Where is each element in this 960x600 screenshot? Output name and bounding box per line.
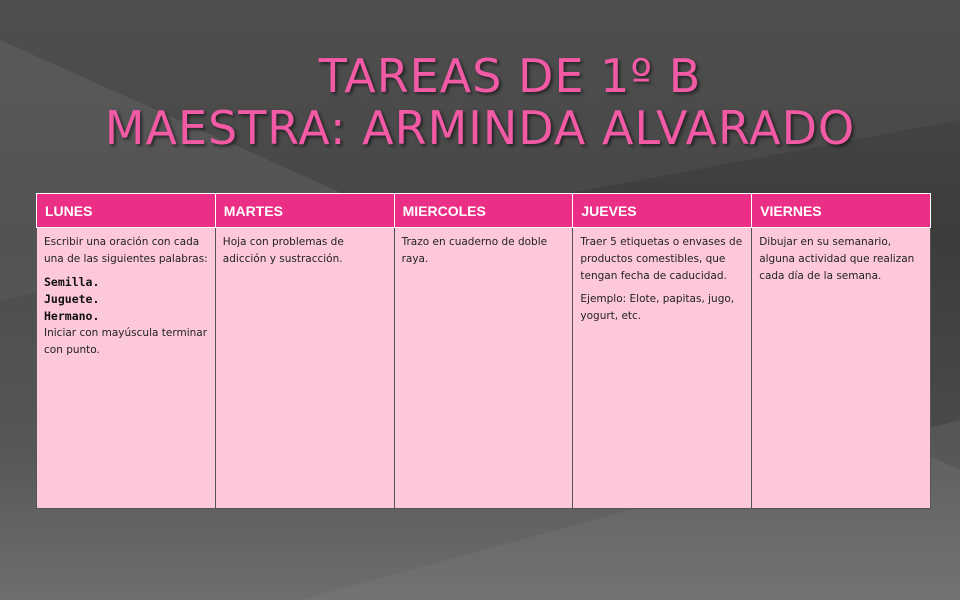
task-row [37,228,931,509]
miercoles-text: Trazo en cuaderno de doble raya. [401,236,548,265]
lunes-intro: Escribir una oración con cada una de las siguientes palabras: [44,236,208,265]
header-lunes: LUNES [37,194,216,228]
header-row [37,194,931,228]
schedule-table [36,193,931,509]
lunes-note: Iniciar con mayúscula terminar con punto. [44,327,208,356]
header-jueves: JUEVES [573,194,752,228]
lunes-word: Hermano. [44,309,100,323]
header-miercoles: MIERCOLES [394,194,573,228]
jueves-text: Traer 5 etiquetas o envases de productos comestibles, que tengan fecha de caducidad. [580,236,743,282]
cell-viernes [752,228,931,509]
viernes-text: Dibujar en su semanario, alguna actividad que realizan cada día de la semana. [759,236,915,282]
lunes-word: Semilla. [44,275,100,289]
lunes-word-list [44,274,208,325]
title-line-1: TAREAS DE 1º B [318,49,702,103]
title-line-2: MAESTRA: ARMINDA ALVARADO [104,101,856,155]
cell-martes [215,228,394,509]
page-title [0,50,960,154]
jueves-example: Ejemplo: Elote, papitas, jugo, yogurt, etc. [580,293,735,322]
lunes-word: Juguete. [44,292,100,306]
cell-jueves [573,228,752,509]
header-viernes: VIERNES [752,194,931,228]
cell-miercoles [394,228,573,509]
martes-text: Hoja con problemas de adicción y sustracción. [222,236,344,265]
header-martes: MARTES [215,194,394,228]
cell-lunes [37,228,216,509]
